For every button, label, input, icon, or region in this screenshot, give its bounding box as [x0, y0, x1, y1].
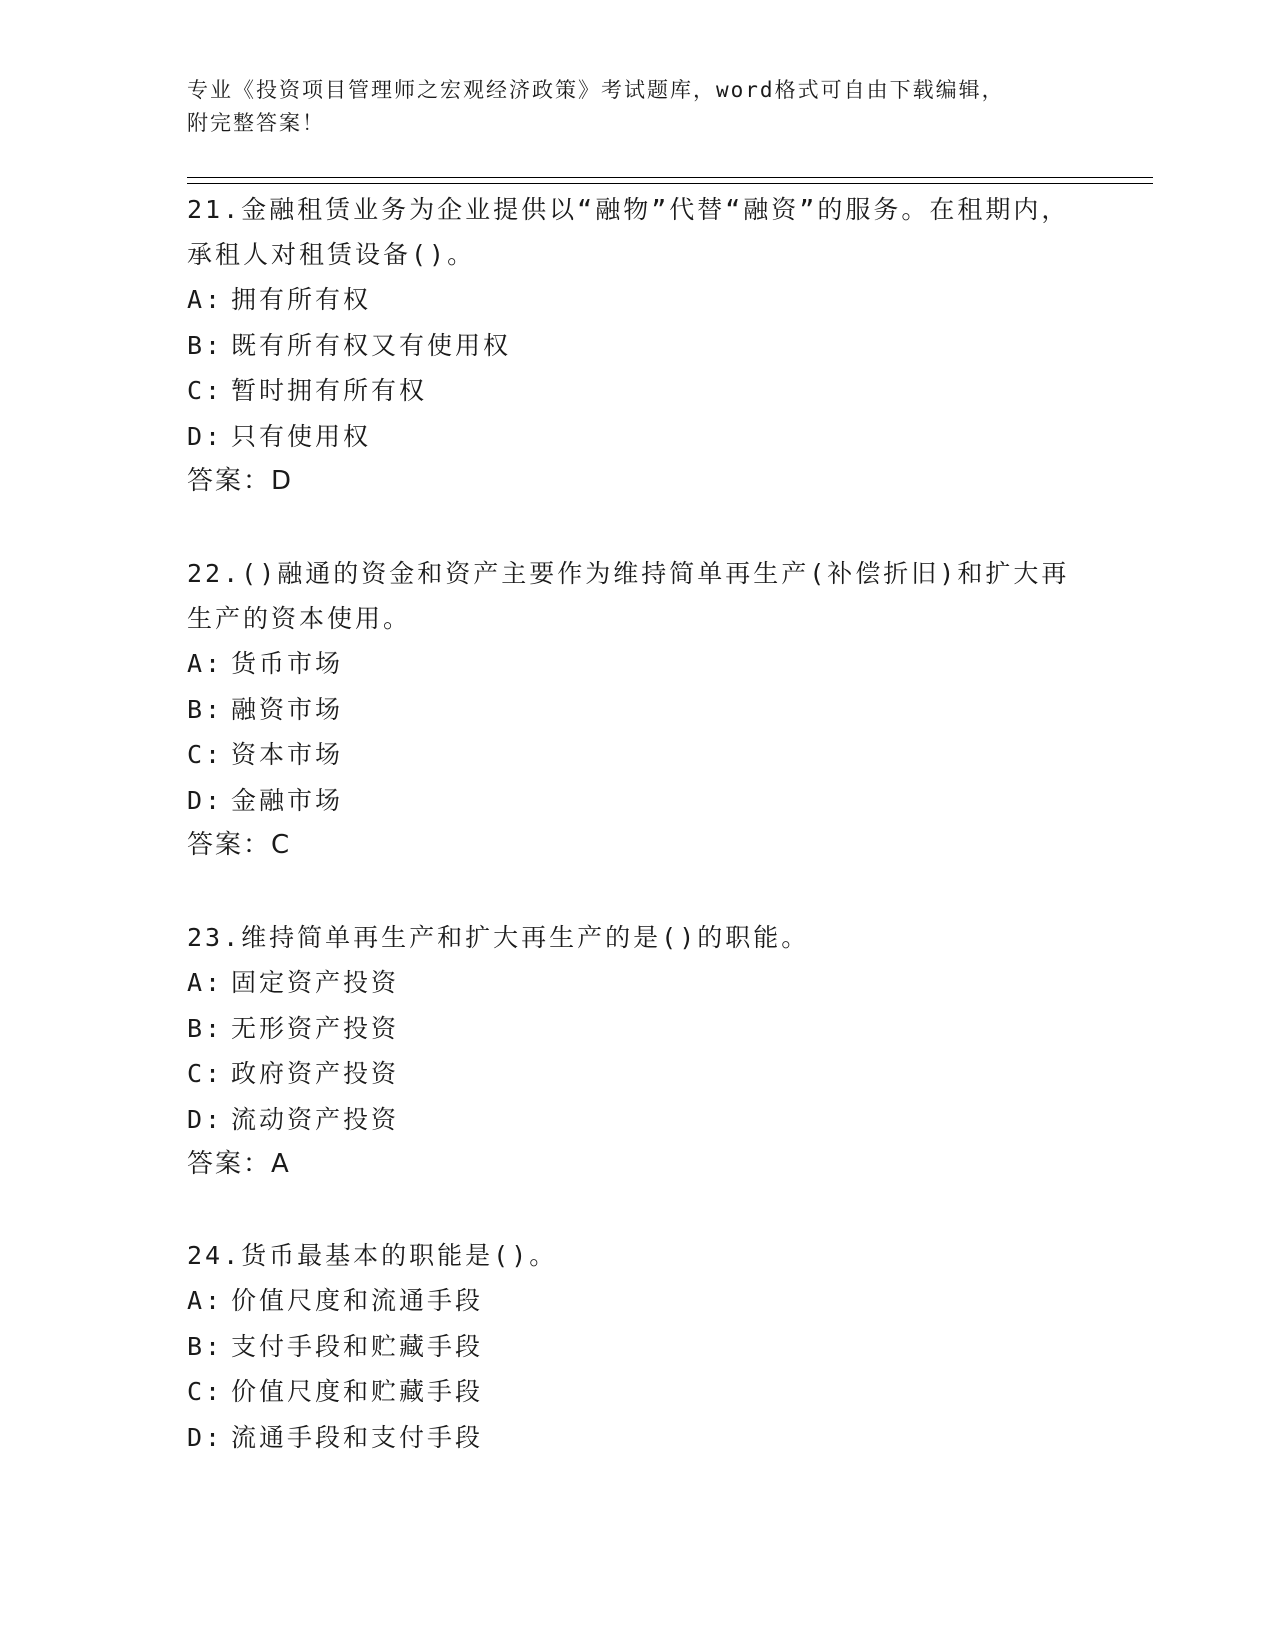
option-key: B:: [187, 694, 224, 724]
option-text: 流通手段和支付手段: [231, 1422, 484, 1452]
option-text: 价值尺度和贮藏手段: [231, 1377, 484, 1406]
option-key: C:: [187, 376, 224, 405]
option-key: A:: [187, 968, 224, 997]
option-key: A:: [187, 649, 224, 678]
option-text: 价值尺度和流通手段: [231, 1286, 484, 1315]
option-b: [187, 687, 1087, 733]
option-c: [187, 368, 1087, 414]
option-text: 既有所有权又有使用权: [231, 330, 512, 360]
option-a: [187, 1278, 1087, 1324]
question-23: [187, 915, 1087, 1187]
option-key: C:: [187, 740, 224, 769]
option-text: 只有使用权: [231, 421, 372, 451]
option-key: A:: [187, 1286, 224, 1315]
option-a: [187, 641, 1087, 687]
answer-line: 答案：C: [187, 830, 292, 860]
answer-line: 答案：D: [187, 466, 294, 496]
option-key: D:: [187, 785, 224, 815]
option-d: [187, 414, 1087, 460]
option-text: 政府资产投资: [231, 1059, 400, 1088]
option-text: 融资市场: [231, 694, 344, 724]
option-b: [187, 1006, 1087, 1052]
option-text: 固定资产投资: [231, 968, 400, 997]
option-key: B:: [187, 330, 224, 360]
option-key: D:: [187, 1422, 224, 1452]
option-key: A:: [187, 285, 224, 314]
option-c: [187, 732, 1087, 778]
option-text: 支付手段和贮藏手段: [231, 1331, 484, 1361]
question-stem: 24.货币最基本的职能是()。: [187, 1241, 558, 1270]
header-divider-top: [187, 177, 1153, 178]
option-text: 拥有所有权: [231, 285, 372, 314]
option-b: [187, 323, 1087, 369]
option-c: [187, 1051, 1087, 1097]
option-text: 资本市场: [231, 740, 344, 769]
question-21: [187, 187, 1087, 504]
option-a: [187, 277, 1087, 323]
option-d: [187, 778, 1087, 824]
option-a: [187, 960, 1087, 1006]
option-text: 无形资产投资: [231, 1013, 400, 1043]
header-line-1: 专业《投资项目管理师之宏观经济政策》考试题库，word格式可自由下载编辑，: [187, 78, 1005, 102]
question-stem: 21.金融租赁业务为企业提供以“融物”代替“融资”的服务。在租期内，承租人对租赁设备()。: [187, 195, 1070, 269]
option-key: D:: [187, 1104, 224, 1134]
answer-line: 答案：A: [187, 1149, 291, 1179]
question-22: [187, 551, 1087, 868]
option-text: 暂时拥有所有权: [231, 376, 428, 405]
question-stem: 23.维持简单再生产和扩大再生产的是()的职能。: [187, 923, 810, 952]
option-key: D:: [187, 421, 224, 451]
option-text: 金融市场: [231, 785, 344, 815]
header-divider-bottom: [187, 183, 1153, 184]
option-text: 货币市场: [231, 649, 344, 678]
question-24: [187, 1233, 1087, 1460]
option-key: C:: [187, 1059, 224, 1088]
option-key: B:: [187, 1331, 224, 1361]
question-stem: 22.()融通的资金和资产主要作为维持简单再生产(补偿折旧)和扩大再生产的资本使用。: [187, 559, 1070, 633]
option-b: [187, 1324, 1087, 1370]
option-d: [187, 1097, 1087, 1143]
option-c: [187, 1369, 1087, 1415]
option-key: C:: [187, 1377, 224, 1406]
option-text: 流动资产投资: [231, 1104, 400, 1134]
document-header: [187, 74, 1087, 140]
option-key: B:: [187, 1013, 224, 1043]
header-line-2: 附完整答案！: [187, 111, 325, 135]
option-d: [187, 1415, 1087, 1461]
